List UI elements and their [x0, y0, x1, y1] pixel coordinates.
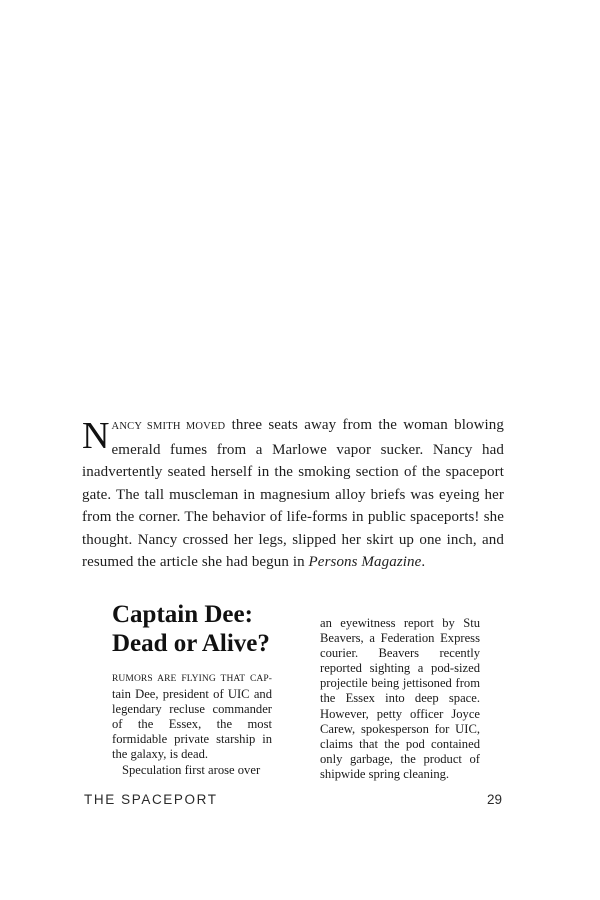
article-small-caps: RUMORS ARE FLYING THAT CAP-: [112, 674, 272, 684]
opening-paragraph: [82, 414, 504, 574]
opening-text: three seats away from the woman blowing emerald fumes from a Marlowe vapor sucker. Nancy had inadvertently seated herself in the smoking section of the spaceport gate. The tall muscleman in magnesium alloy briefs was eyeing her from the corner. The behavior of life-forms in public spaceports! she thought. Nancy crossed her legs, slipped her skirt up one inch, and resumed the article she had begun in: [82, 417, 505, 570]
opening-small-caps: ANCY SMITH MOVED: [111, 421, 226, 432]
opening-text-end: .: [421, 554, 426, 570]
running-head: THE SPACEPORT: [84, 792, 218, 807]
article-paragraph-continued: an eyewitness report by Stu Beavers, a Federation Express courier. Beavers recently reported sighting a pod-sized projectile being jettisoned from the Essex into deep space. However, petty officer Joyce Carew, spokesperson for UIC, claims that the pod contained only garbage, the product of shipwide spring cleaning.: [320, 616, 480, 781]
magazine-title: Persons Magazine: [308, 554, 422, 570]
article-paragraph-1-text: tain Dee, president of UIC and legendary recluse commander of the Essex, the most formidable private starship in the galaxy, is dead.: [112, 687, 272, 762]
article-paragraph-1: [112, 670, 272, 763]
article-paragraph-2: Speculation first arose over: [122, 762, 261, 777]
drop-cap: N: [82, 415, 110, 457]
article-column-left: [112, 600, 272, 778]
article-headline: Captain Dee: Dead or Alive?: [112, 601, 270, 657]
article-column-right: [320, 616, 480, 782]
page-number: 29: [487, 792, 503, 807]
